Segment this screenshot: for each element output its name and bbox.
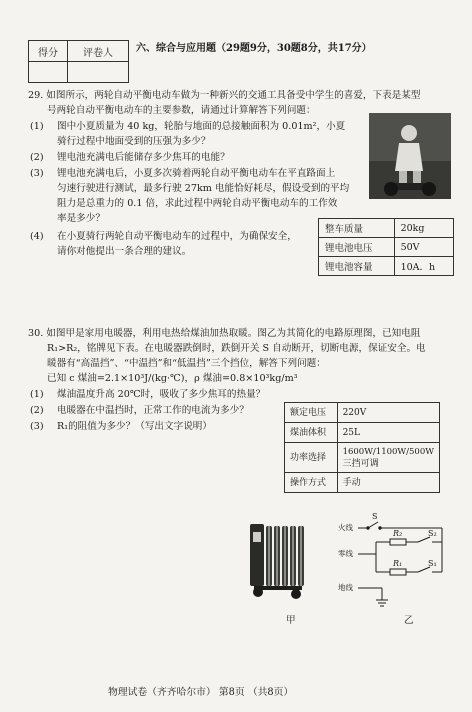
scooter-photo: [369, 113, 451, 199]
q30-sub2-num: (2): [30, 405, 44, 416]
table-row: [319, 238, 454, 257]
q29-sub2-num: (2): [30, 152, 44, 163]
q29-sub1-line2: 骑行过程中地面受到的压强为多少？: [57, 136, 211, 147]
q29-intro-1: 29. 如图所示，两轮自动平衡电动车做为一种新兴的交通工具备受中学生的喜爱，下表是某型: [28, 90, 421, 101]
plate-value: 220V: [337, 403, 439, 423]
q30-sub1-num: (1): [30, 389, 44, 400]
r1-label: R₁: [393, 559, 403, 568]
table-row: [285, 403, 440, 423]
neutral-wire-label: 零线: [338, 549, 353, 558]
score-cell: [29, 62, 68, 83]
param-value: 10A．h: [394, 257, 453, 276]
plate-label: 额定电压: [285, 403, 338, 423]
table-row: [285, 473, 440, 493]
ground-wire-label: 地线: [338, 583, 353, 592]
plate-value: 1600W/1100W/500W: [342, 446, 434, 457]
param-label: 锂电池容量: [319, 257, 395, 276]
grader-label: 评卷人: [68, 41, 129, 62]
param-value: 20kg: [394, 219, 453, 238]
q30-line2: R₁>R₂，铭牌见下表。在电暖器跌倒时，跌倒开关 S 自动断开，切断电源，保证安全。电: [47, 343, 426, 354]
table-row: [319, 219, 454, 238]
q29-sub1-line1: 图中小夏质量为 40 kg，轮胎与地面的总接触面积为 0.01m²，小夏: [57, 121, 346, 132]
scooter-params-table: [318, 218, 454, 276]
heater-nameplate-table: [284, 402, 440, 493]
q30-sub3-text: R₁的阻值为多少？（写出文字说明）: [57, 421, 212, 432]
oil-heater-image: [248, 518, 310, 602]
q29-sub1-num: (1): [30, 121, 44, 132]
q29-sub3-num: (3): [30, 168, 44, 179]
param-label: 整车质量: [319, 219, 395, 238]
table-row: [285, 423, 440, 443]
plate-value: 手动: [337, 473, 439, 493]
q29-sub3-line1: 锂电池充满电后，小夏多次骑着两轮自动平衡电动车在平直路面上: [57, 168, 336, 179]
q30-line4: 已知 c 煤油=2.1×10³J/(kg·℃)，ρ 煤油=0.8×10³kg/m³: [47, 373, 298, 384]
table-row: [285, 443, 440, 473]
plate-label: 煤油体积: [285, 423, 338, 443]
plate-value: 25L: [337, 423, 439, 443]
q29-sub3-line2: 匀速行驶进行测试，最多行驶 27km 电能恰好耗尽，假设受到的平均: [57, 183, 350, 194]
q29-intro-2: 号两轮自动平衡电动车的主要参数，请通过计算解答下列问题：: [47, 105, 316, 116]
q29-sub3-line3: 阻力是总重力的 0.1 倍，求此过程中两轮自动平衡电动车的工作效: [57, 198, 338, 209]
grader-cell: [68, 62, 129, 83]
s1-label: S₁: [428, 559, 437, 568]
plate-label: 功率选择: [285, 443, 338, 473]
q29-sub2-line1: 锂电池充满电后能储存多少焦耳的电能？: [57, 152, 230, 163]
switch-s-label: S: [372, 512, 378, 521]
page-footer: 物理试卷（齐齐哈尔市） 第8页 （共8页）: [108, 687, 294, 698]
q29-sub4-num: (4): [30, 231, 44, 242]
q30-sub1-text: 煤油温度升高 20℃时，吸收了多少焦耳的热量？: [57, 389, 266, 400]
q29-sub4-line1: 在小夏骑行两轮自动平衡电动车的过程中，为确保安全，: [57, 231, 297, 242]
figure-a-label: 甲: [286, 615, 296, 626]
live-wire-label: 火线: [338, 523, 353, 532]
q30-sub2-text: 电暖器在中温挡时，正常工作的电流为多少？: [57, 405, 249, 416]
s2-label: S₂: [428, 529, 437, 538]
q29-sub4-line2: 请你对他提出一条合理的建议。: [57, 246, 192, 257]
param-value: 50V: [394, 238, 453, 257]
figure-b-label: 乙: [404, 615, 414, 626]
plate-value-2: 三挡可调: [342, 458, 379, 469]
plate-label: 操作方式: [285, 473, 338, 493]
section-title: 六、综合与应用题（29题9分，30题8分，共17分）: [136, 43, 372, 54]
r2-label: R₂: [393, 529, 403, 538]
param-label: 锂电池电压: [319, 238, 395, 257]
score-table: [28, 40, 129, 83]
q30-sub3-num: (3): [30, 421, 44, 432]
q29-sub3-line4: 率是多少？: [57, 213, 105, 224]
table-row: [319, 257, 454, 276]
plate-value-cell: [337, 443, 439, 473]
circuit-diagram: [338, 510, 458, 610]
q30-line3: 暖器有“高温挡”、“中温挡”和“低温挡”三个挡位，解答下列问题：: [47, 358, 326, 369]
q30-line1: 30. 如图甲是家用电暖器，利用电热给煤油加热取暖。图乙为其简化的电路原理图，已知电阻: [28, 328, 421, 339]
score-label: 得分: [29, 41, 68, 62]
